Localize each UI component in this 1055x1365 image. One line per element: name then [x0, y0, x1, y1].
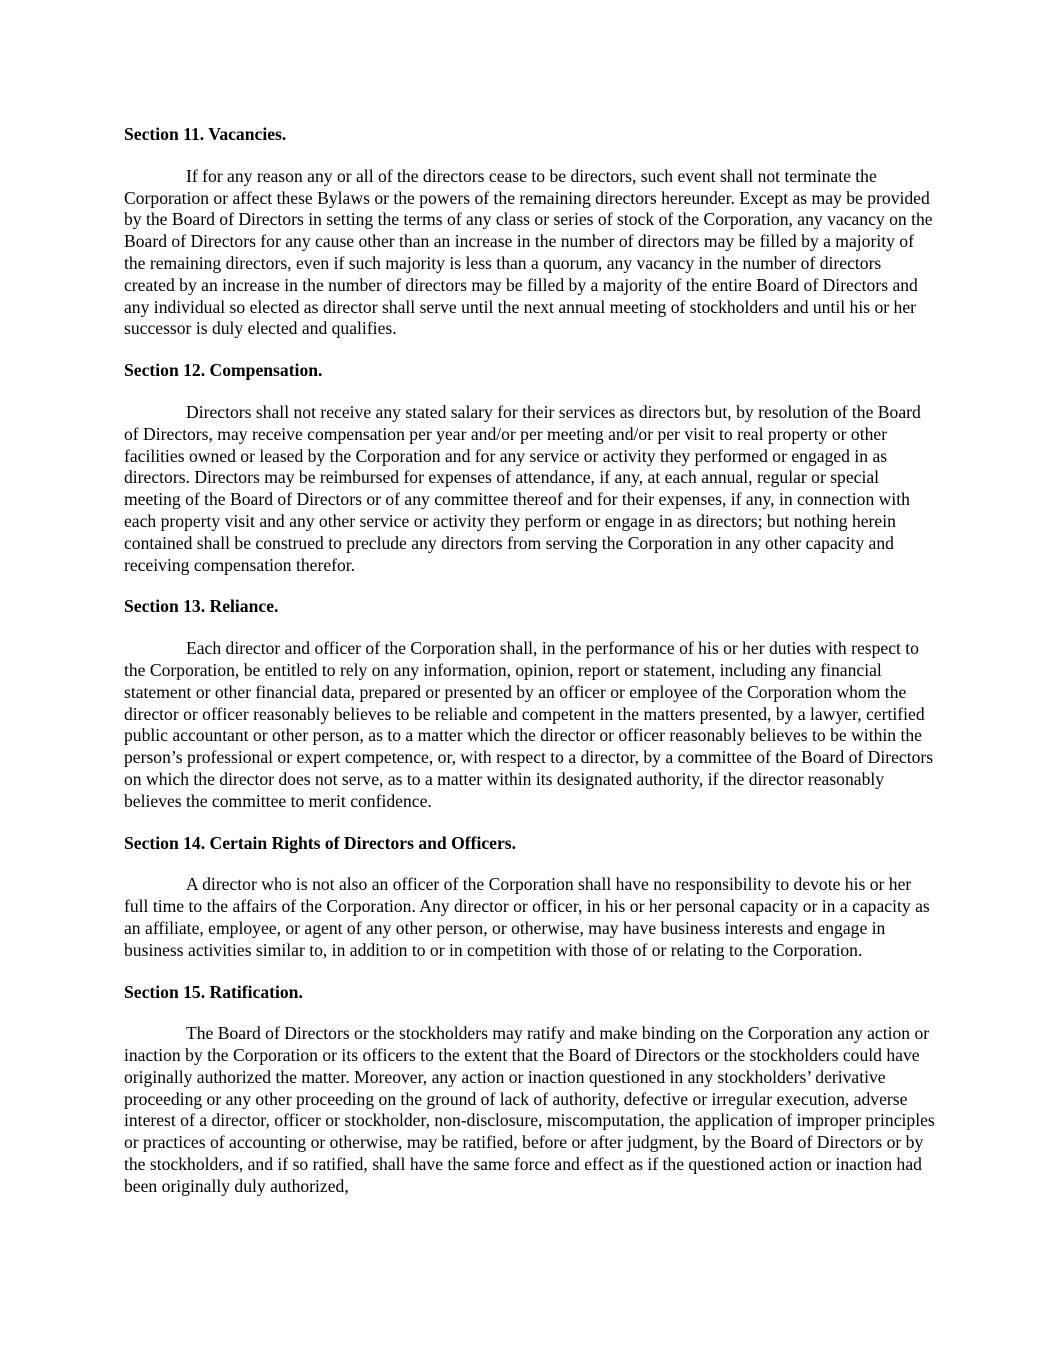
- section-13: [124, 596, 936, 812]
- section-paragraph: Each director and officer of the Corporation shall, in the performance of his or her duties with respect to the Corporation, be entitled to rely on any information, opinion, report or statement, including any financial statement or other financial data, prepared or presented by an officer or employee of the Corporation whom the director or officer reasonably believes to be reliable and competent in the matters presented, by a lawyer, certified public accountant or other person, as to a matter which the director or officer reasonably believes to be within the person’s professional or expert competence, or, with respect to a director, by a committee of the Board of Directors on which the director does not serve, as to a matter within its designated authority, if the director reasonably believes the committee to merit confidence.: [124, 638, 934, 811]
- document-content: [124, 124, 936, 1218]
- section-paragraph: If for any reason any or all of the directors cease to be directors, such event shall not terminate the Corporation or affect these Bylaws or the powers of the remaining directors hereunder. Except as may be provided by the Board of Directors in setting the terms of any class or series of stock of the Corporation, any vacancy on the Board of Directors for any cause other than an increase in the number of directors may be filled by a majority of the remaining directors, even if such majority is less than a quorum, any vacancy in the number of directors created by an increase in the number of directors may be filled by a majority of the entire Board of Directors and any individual so elected as director shall serve until the next annual meeting of stockholders and until his or her successor is duly elected and qualifies.: [124, 165, 933, 339]
- section-heading: Section 13. Reliance.: [124, 596, 279, 617]
- section-heading: Section 15. Ratification.: [124, 981, 303, 1002]
- section-14: [124, 833, 936, 962]
- section-paragraph: A director who is not also an officer of the Corporation shall have no responsibility to devote his or her full time to the affairs of the Corporation. Any director or officer, in his or her personal capacity or in a capacity as an affiliate, employee, or agent of any other person, or otherwise, may have business interests and engage in business activities similar to, in addition to or in competition with those of or relating to the Corporation.: [124, 874, 930, 960]
- section-12: [124, 360, 936, 576]
- section-11: [124, 124, 936, 340]
- section-heading: Section 12. Compensation.: [124, 360, 323, 381]
- section-15: [124, 982, 936, 1198]
- section-heading: Section 11. Vacancies.: [124, 124, 287, 144]
- section-paragraph: The Board of Directors or the stockholders may ratify and make binding on the Corporation any action or inaction by the Corporation or its officers to the extent that the Board of Directors or the stockholders could have originally authorized the matter. Moreover, any action or inaction questioned in any stockholders’ derivative proceeding or any other proceeding on the ground of lack of authority, defective or irregular execution, adverse interest of a director, officer or stockholder, non-disclosure, miscomputation, the application of improper principles or practices of accounting or otherwise, may be ratified, before or after judgment, by the Board of Directors or by the stockholders, and if so ratified, shall have the same force and effect as if the questioned action or inaction had been originally duly authorized,: [124, 1023, 935, 1196]
- section-heading: Section 14. Certain Rights of Directors and Officers.: [124, 832, 517, 853]
- section-paragraph: Directors shall not receive any stated salary for their services as directors but, by resolution of the Board of Directors, may receive compensation per year and/or per meeting and/or per visit to real property or other facilities owned or leased by the Corporation and for any service or activity they performed or engaged in as directors. Directors may be reimbursed for expenses of attendance, if any, at each annual, regular or special meeting of the Board of Directors or of any committee thereof and for their expenses, if any, in connection with each property visit and any other service or activity they perform or engage in as directors; but nothing herein contained shall be construed to preclude any directors from serving the Corporation in any other capacity and receiving compensation therefor.: [124, 401, 921, 575]
